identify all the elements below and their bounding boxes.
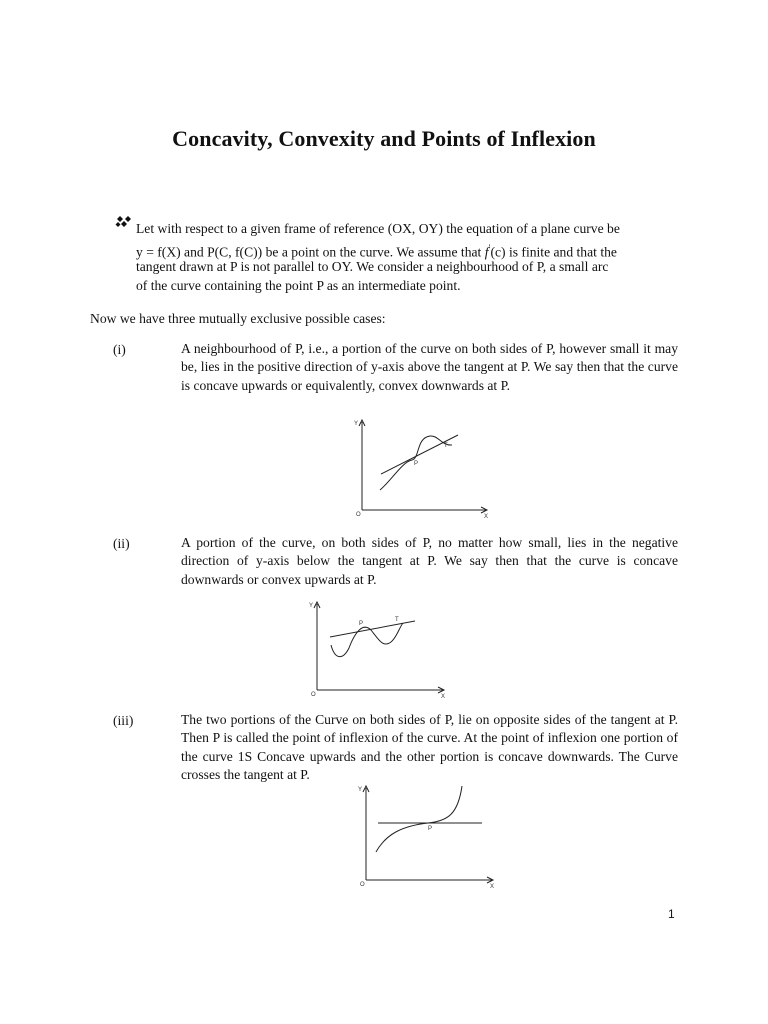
tangent-label: T [444, 443, 448, 449]
x-axis-label: X [490, 884, 495, 890]
point-label: P [359, 621, 364, 627]
intro-line-4: of the curve containing the point P as an intermediate point. [136, 278, 461, 293]
diamond-bullet-icon [114, 215, 134, 231]
origin-label: O [311, 692, 316, 698]
y-axis-label: Y [354, 421, 359, 427]
case-number: (ii) [113, 536, 130, 551]
intro-line-2-end: (c) is finite and that the [490, 244, 617, 260]
page-title: Concavity, Convexity and Points of Inflexion [172, 126, 596, 151]
tangent-label: T [395, 617, 399, 623]
point-label: P [414, 461, 419, 467]
intro-line-1: Let with respect to a given frame of reference (OX, OY) the equation of a plane curve be [136, 221, 620, 236]
case-text: The two portions of the Curve on both sides of P, lie on opposite sides of the tangent at P. Then P is called the point of inflexion of the curve. At the point of inflexion one portion of the curve 1S Concave upwards and the other portion is concave downwards. The Curve crosses the tangent at P. [181, 712, 678, 783]
case-number: (iii) [113, 713, 134, 728]
origin-label: O [356, 512, 361, 518]
x-axis-label: X [441, 694, 446, 700]
figure-concave-downwards [303, 598, 453, 700]
point-label: P [428, 826, 433, 832]
case-number: (i) [113, 342, 126, 357]
case-text: A neighbourhood of P, i.e., a portion of the curve on both sides of P, however small it may be, lies in the positive direction of y-axis above the tangent at P. We say then that the curve is concave upwards or equivalently, convex downwards at P. [181, 341, 678, 393]
intro-line-3: tangent drawn at P is not parallel to OY. We consider a neighbourhood of P, a small arc [136, 259, 609, 274]
figure-point-of-inflexion [352, 782, 502, 890]
y-axis-label: Y [309, 603, 314, 609]
cases-intro: Now we have three mutually exclusive possible cases: [90, 311, 386, 326]
case-text: A portion of the curve, on both sides of P, no matter how small, lies in the negative direction of y-axis below the tangent at P. We say then that the curve is concave downwards or convex upwards at P. [181, 535, 678, 587]
page-number: 1 [668, 907, 675, 921]
figure-concave-upwards [348, 418, 498, 520]
f-symbol: f [484, 244, 489, 260]
intro-line-2-start: y = f(X) and P(C, f(C)) be a point on the curve. We assume that [136, 244, 485, 260]
y-axis-label: Y [358, 787, 363, 793]
x-axis-label: X [484, 514, 489, 520]
origin-label: O [360, 882, 365, 888]
prime-symbol: ′ [488, 243, 491, 253]
